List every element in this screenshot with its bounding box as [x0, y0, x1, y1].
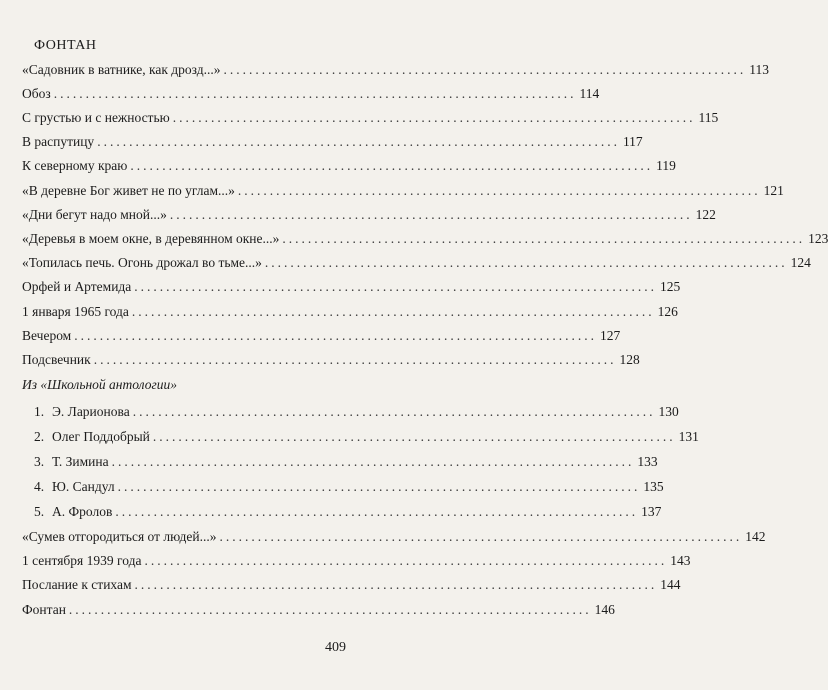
toc-entry — [22, 303, 678, 321]
entry-page: 128 — [619, 352, 640, 367]
entry-number: 5. — [34, 504, 45, 519]
leader-dots: .................................................................................. — [130, 158, 654, 173]
leader-dots: .................................................................................. — [68, 602, 592, 617]
entry-title: 1 сентября 1939 года — [22, 553, 142, 568]
entry-title: Ю. Сандул — [52, 479, 115, 494]
entry-page: 142 — [745, 529, 766, 544]
leader-dots: .................................................................................. — [282, 231, 806, 246]
toc-entry — [22, 157, 676, 175]
entry-page: 133 — [637, 454, 658, 469]
entry-page: 144 — [660, 577, 681, 592]
toc-entry — [22, 576, 681, 594]
toc-entry — [22, 85, 600, 103]
toc-entry — [22, 601, 615, 619]
leader-dots: .................................................................................. — [53, 86, 577, 101]
leader-dots: .................................................................................. — [131, 304, 655, 319]
toc-entry — [22, 61, 770, 79]
entry-number: 4. — [34, 479, 45, 494]
entry-title: Орфей и Артемида — [22, 279, 132, 294]
entry-title: «Топилась печь. Огонь дрожал во тьме...» — [22, 255, 262, 270]
entry-page: 115 — [698, 110, 719, 125]
entry-title: «В деревне Бог живет не по углам...» — [22, 183, 235, 198]
leader-dots: .................................................................................. — [97, 134, 620, 149]
leader-dots: .................................................................................. — [111, 454, 635, 469]
entry-title: Обоз — [22, 86, 51, 101]
leader-dots: .................................................................................. — [172, 110, 696, 125]
leader-dots: .................................................................................. — [237, 183, 761, 198]
toc-entry — [22, 528, 766, 546]
entry-page: 146 — [594, 602, 615, 617]
leader-dots: .................................................................................. — [169, 207, 693, 222]
entry-title: Т. Зимина — [52, 454, 109, 469]
entry-title: Фонтан — [22, 602, 66, 617]
toc-entry — [22, 133, 643, 151]
toc-entry — [34, 403, 679, 421]
leader-dots: .................................................................................. — [264, 255, 788, 270]
entry-title: Э. Ларионова — [52, 404, 130, 419]
entry-title: Вечером — [22, 328, 72, 343]
toc-entry — [22, 278, 681, 296]
toc-entry — [34, 428, 699, 446]
entry-title: С грустью и с нежностью — [22, 110, 170, 125]
entry-page: 125 — [660, 279, 681, 294]
entry-title: «Деревья в моем окне, в деревянном окне...» — [22, 231, 280, 246]
entry-title: «Садовник в ватнике, как дрозд...» — [22, 62, 221, 77]
entry-title: Подсвечник — [22, 352, 91, 367]
subsection-title: Из «Школьной антологии» — [22, 377, 177, 392]
toc-entry — [22, 327, 621, 345]
entry-page: 126 — [657, 304, 678, 319]
leader-dots: .................................................................................. — [115, 504, 639, 519]
toc-entry — [22, 182, 784, 200]
entry-page: 124 — [790, 255, 811, 270]
entry-title: «Дни бегут надо мной...» — [22, 207, 167, 222]
entry-title: А. Фролов — [52, 504, 113, 519]
toc-entry — [22, 552, 691, 570]
entry-number: 1. — [34, 404, 45, 419]
toc-entry — [22, 351, 640, 369]
entry-page: 119 — [656, 158, 676, 173]
leader-dots: .................................................................................. — [219, 529, 743, 544]
entry-page: 143 — [670, 553, 691, 568]
entry-number: 3. — [34, 454, 45, 469]
page-number: 409 — [325, 640, 346, 655]
entry-page: 122 — [695, 207, 716, 222]
toc-entry — [34, 503, 662, 521]
entry-page: 114 — [579, 86, 600, 101]
entry-page: 135 — [643, 479, 664, 494]
entry-page: 127 — [599, 328, 621, 343]
leader-dots: .................................................................................. — [134, 577, 658, 592]
toc-entry — [22, 109, 719, 127]
leader-dots: .................................................................................. — [132, 404, 656, 419]
toc-entry — [22, 230, 828, 248]
toc-entry — [22, 206, 716, 224]
entry-title: К северному краю — [22, 158, 128, 173]
leader-dots: .................................................................................. — [144, 553, 668, 568]
leader-dots: .................................................................................. — [223, 62, 747, 77]
entry-page: 137 — [641, 504, 662, 519]
entry-title: «Сумев отгородиться от людей...» — [22, 529, 217, 544]
toc-entry — [34, 453, 658, 471]
toc-entry — [22, 254, 811, 272]
entry-title: 1 января 1965 года — [22, 304, 129, 319]
leader-dots: .................................................................................. — [117, 479, 641, 494]
leader-dots: .................................................................................. — [74, 328, 597, 343]
entry-title: Послание к стихам — [22, 577, 132, 592]
leader-dots: .................................................................................. — [152, 429, 676, 444]
entry-page: 113 — [749, 62, 770, 77]
toc-entry — [34, 478, 664, 496]
entry-page: 121 — [763, 183, 784, 198]
entry-page: 123 — [808, 231, 828, 246]
entry-title: В распутицу — [22, 134, 95, 149]
entry-number: 2. — [34, 429, 45, 444]
entry-page: 130 — [658, 404, 679, 419]
entry-page: 131 — [678, 429, 699, 444]
leader-dots: .................................................................................. — [134, 279, 658, 294]
entry-title: Олег Поддобрый — [52, 429, 150, 444]
section-title: ФОНТАН — [34, 38, 97, 53]
leader-dots: .................................................................................. — [93, 352, 617, 367]
entry-page: 117 — [622, 134, 643, 149]
